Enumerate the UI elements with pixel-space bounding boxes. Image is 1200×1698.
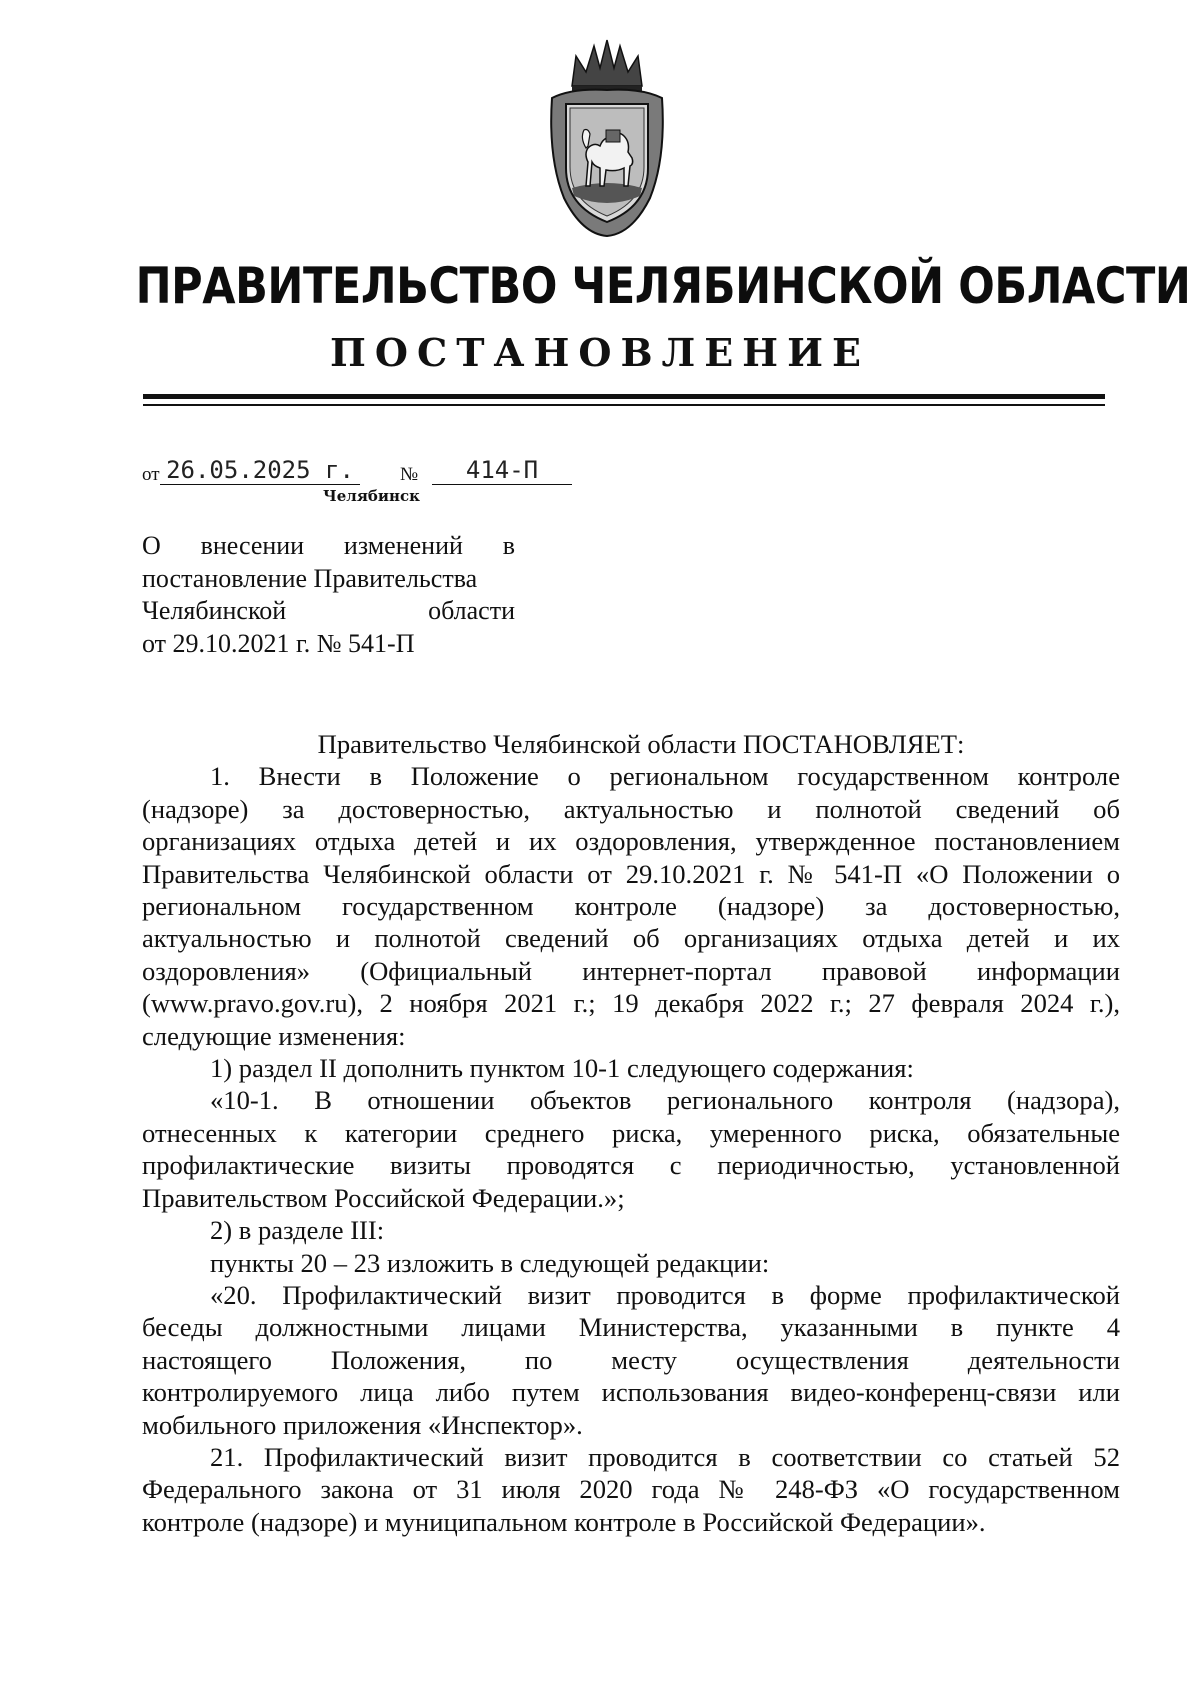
document-subject: [142, 530, 515, 660]
header-divider-thin: [143, 404, 1105, 406]
date-prefix: от: [142, 464, 160, 485]
body-line: контролируемого лица либо путем использования видео-конференц-связи или: [142, 1377, 1120, 1408]
document-body: [142, 728, 1120, 1538]
body-line: беседы должностными лицами Министерства, указанными в пункте 4: [142, 1312, 1120, 1343]
body-line: (www.pravo.gov.ru), 2 ноября 2021 г.; 19 декабря 2022 г.; 27 февраля 2024 г.),: [142, 988, 1120, 1019]
subject-line: от 29.10.2021 г. № 541-П: [142, 628, 415, 658]
body-line: 1. Внести в Положение о региональном государственном контроле: [210, 761, 1120, 792]
organization-title: ПРАВИТЕЛЬСТВО ЧЕЛЯБИНСКОЙ ОБЛАСТИ: [135, 257, 1191, 315]
body-line: региональном государственном контроле (надзоре) за достоверностью,: [142, 891, 1120, 922]
body-line: «10-1. В отношении объектов регионального контроля (надзора),: [210, 1085, 1120, 1116]
document-date: 26.05.2025 г.: [160, 456, 360, 485]
body-line: 2) в разделе III:: [210, 1215, 385, 1246]
preamble: Правительство Челябинской области ПОСТАНОВЛЯЕТ:: [317, 729, 965, 759]
body-line: Правительством Российской Федерации.»;: [142, 1182, 625, 1213]
body-line: актуальностью и полнотой сведений об организациях отдыха детей и их: [142, 923, 1120, 954]
body-line: настоящего Положения, по месту осуществления деятельности: [142, 1344, 1120, 1375]
body-line: 1) раздел II дополнить пунктом 10-1 следующего содержания:: [210, 1053, 914, 1084]
body-line: отнесенных к категории среднего риска, умеренного риска, обязательные: [142, 1117, 1120, 1148]
subject-line: постановление Правительства: [142, 563, 478, 593]
body-line: пункты 20 – 23 изложить в следующей редакции:: [210, 1247, 770, 1278]
body-line: мобильного приложения «Инспектор».: [142, 1409, 583, 1440]
document-type-title: ПОСТАНОВЛЕНИЕ: [330, 330, 870, 375]
body-line: Федерального закона от 31 июля 2020 года № 248-ФЗ «О государственном: [142, 1474, 1120, 1505]
body-line: оздоровления» (Официальный интернет-портал правовой информации: [142, 955, 1120, 986]
body-line: профилактические визиты проводятся с периодичностью, установленной: [142, 1150, 1120, 1181]
body-line: следующие изменения:: [142, 1020, 406, 1051]
body-line: контроле (надзоре) и муниципальном контроле в Российской Федерации».: [142, 1506, 986, 1537]
coat-of-arms-icon: [542, 38, 672, 238]
city-label: Челябинск: [323, 487, 420, 505]
body-line: 21. Профилактический визит проводится в соответствии со статьей 52: [210, 1441, 1120, 1472]
subject-line: О внесении изменений в: [142, 531, 515, 560]
header-divider-thick: [143, 394, 1105, 399]
body-line: (надзоре) за достоверностью, актуальностью и полнотой сведений об: [142, 793, 1120, 824]
body-line: «20. Профилактический визит проводится в форме профилактической: [210, 1279, 1120, 1310]
body-line: организациях отдыха детей и их оздоровления, утвержденное постановлением: [142, 826, 1120, 857]
body-line: Правительства Челябинской области от 29.10.2021 г. № 541-П «О Положении о: [142, 858, 1120, 889]
document-number: 414-П: [432, 456, 572, 485]
number-prefix: №: [400, 464, 419, 485]
subject-line: Челябинской области: [142, 596, 515, 625]
